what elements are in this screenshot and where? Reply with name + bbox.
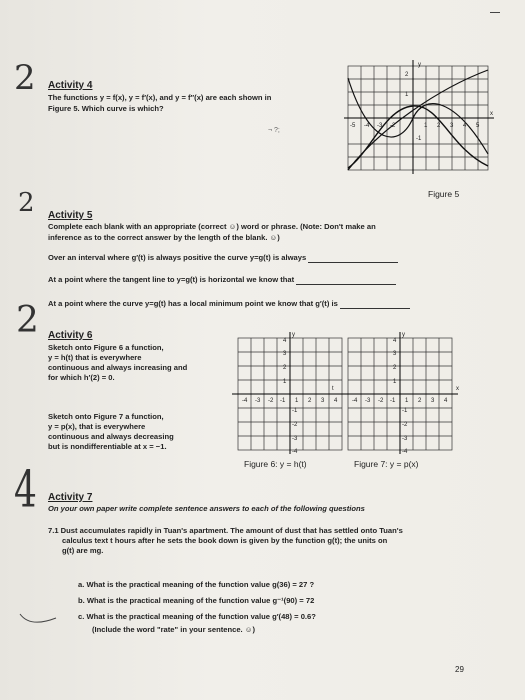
score-activity5: 2: [18, 188, 35, 218]
figure7-tick: 1: [393, 379, 397, 385]
activity4-scribble: ¬ ?;: [268, 127, 280, 134]
blank-2[interactable]: [296, 284, 396, 285]
figure6-tick: -2: [292, 422, 298, 428]
figure5-tick-x: 2: [437, 123, 441, 129]
figure5-tick-x: -4: [364, 123, 370, 129]
figure7-tick: -1: [390, 398, 396, 404]
figure5-tick-y1: 1: [405, 92, 409, 98]
figure6-tick: 4: [334, 398, 338, 404]
figure7-tick: 4: [393, 338, 397, 344]
figure5-tick-x: 3: [450, 123, 454, 129]
activity7-question-c-note: (Include the word "rate" in your sentence. ☺): [92, 625, 256, 634]
figure6-tick: 2: [308, 398, 312, 404]
activity7-intro: 7.1 Dust accumulates rapidly in Tuan's apartment. The amount of dust that has settled onto Tuan's calculus text t hours after he sets the book down is given by the function g(t); the units on g(t) are mg.: [48, 526, 403, 555]
figure5-graph: [340, 58, 500, 178]
figure6-tick: 1: [283, 379, 287, 385]
activity4-text-line1: The functions y = f(x), y = f′(x), and y = f″(x) are each shown in: [48, 93, 272, 102]
score-activity7: 4: [14, 461, 37, 520]
activity5-heading: Activity 5: [48, 210, 93, 221]
figure7-axis-y-label: y: [402, 332, 405, 338]
activity4-text-line2: Figure 5. Which curve is which?: [48, 104, 164, 113]
activity5-text-line1: Complete each blank with an appropriate (correct ☺) word or phrase. (Note: Don't make an: [48, 222, 376, 231]
figure6-tick: -1: [280, 398, 286, 404]
blank-1[interactable]: [308, 262, 398, 263]
figure7-tick: 3: [393, 351, 397, 357]
activity7-question-b: b. What is the practical meaning of the function value g⁻¹(90) = 72: [78, 596, 315, 605]
figure5-caption: Figure 5: [428, 189, 460, 199]
figure6-tick: -1: [292, 408, 298, 414]
figure6-tick: 3: [321, 398, 325, 404]
activity7-heading: Activity 7: [48, 492, 93, 503]
figure7-caption: Figure 7: y = p(x): [354, 459, 419, 469]
figure7-tick: -2: [402, 422, 408, 428]
activity7-question-a: a. What is the practical meaning of the function value g(36) = 27 ?: [78, 580, 315, 589]
figure7-tick: 1: [405, 398, 409, 404]
activity6-heading: Activity 6: [48, 330, 93, 341]
figure6-tick: -3: [292, 436, 298, 442]
figure7-tick: -3: [365, 398, 371, 404]
score-activity6: 2: [16, 300, 39, 341]
figure5-tick-x: 1: [424, 123, 428, 129]
figure6-tick: 1: [295, 398, 299, 404]
activity5-question1: Over an interval where g′(t) is always positive the curve y=g(t) is always: [48, 253, 398, 263]
figure6-tick: -2: [268, 398, 274, 404]
activity5-text-line2: inference as to the correct answer by the length of the blank. ☺): [48, 233, 280, 242]
figure5-tick-y2: 2: [405, 72, 409, 78]
figure6-graph: [228, 330, 348, 460]
top-right-mark: [490, 12, 500, 13]
figure6-tick: -4: [242, 398, 248, 404]
activity6-text: Sketch onto Figure 6 a function, y = h(t) that is everywhere continuous and always increasing and for which h′(2) = 0.: [48, 343, 188, 382]
figure7-axis-x-label: x: [456, 386, 459, 392]
figure5-tick-x: -3: [377, 123, 383, 129]
figure5-tick-x: 5: [476, 123, 480, 129]
figure6-tick: 3: [283, 351, 287, 357]
figure7-tick: -4: [352, 398, 358, 404]
activity6b-text: Sketch onto Figure 7 a function, y = p(x), that is everywhere continuous and always decreasing but is nondifferentiable at x = −1.: [48, 412, 174, 451]
figure6-tick: -3: [255, 398, 261, 404]
figure7-tick: -1: [402, 408, 408, 414]
figure5-tick-x: -5: [350, 123, 356, 129]
blank-3[interactable]: [340, 308, 410, 309]
figure6-axis-y-label: y: [292, 332, 295, 338]
activity7-subheading: On your own paper write complete sentence answers to each of the following questions: [48, 504, 365, 513]
figure7-tick: 2: [418, 398, 422, 404]
score-activity4: 2: [14, 58, 36, 98]
activity5-question3: At a point where the curve y=g(t) has a local minimum point we know that g′(t) is: [48, 299, 410, 309]
figure5-axis-y-label: y: [418, 62, 421, 68]
figure7-tick: -3: [402, 436, 408, 442]
figure5-tick-x: -2: [390, 123, 396, 129]
activity7-question-c: c. What is the practical meaning of the function value g′(48) = 0.6?: [78, 612, 316, 621]
margin-check-mark: [18, 610, 58, 630]
figure7-tick: 4: [444, 398, 448, 404]
figure6-tick: -4: [292, 449, 298, 455]
page-number: 29: [455, 665, 464, 674]
figure7-tick: 2: [393, 365, 397, 371]
figure6-caption: Figure 6: y = h(t): [244, 459, 307, 469]
figure6-tick: 4: [283, 338, 287, 344]
figure6-axis-x-label: t: [332, 386, 334, 392]
figure6-tick: 2: [283, 365, 287, 371]
figure7-tick: -4: [402, 449, 408, 455]
figure7-tick: -2: [378, 398, 384, 404]
figure5-tick-yneg1: -1: [416, 136, 422, 142]
figure5-tick-x: 4: [463, 123, 467, 129]
activity5-question2: At a point where the tangent line to y=g(t) is horizontal we know that: [48, 275, 396, 285]
figure7-graph: [338, 330, 468, 460]
activity4-heading: Activity 4: [48, 80, 93, 91]
figure5-axis-x-label: x: [490, 111, 493, 117]
figure7-tick: 3: [431, 398, 435, 404]
